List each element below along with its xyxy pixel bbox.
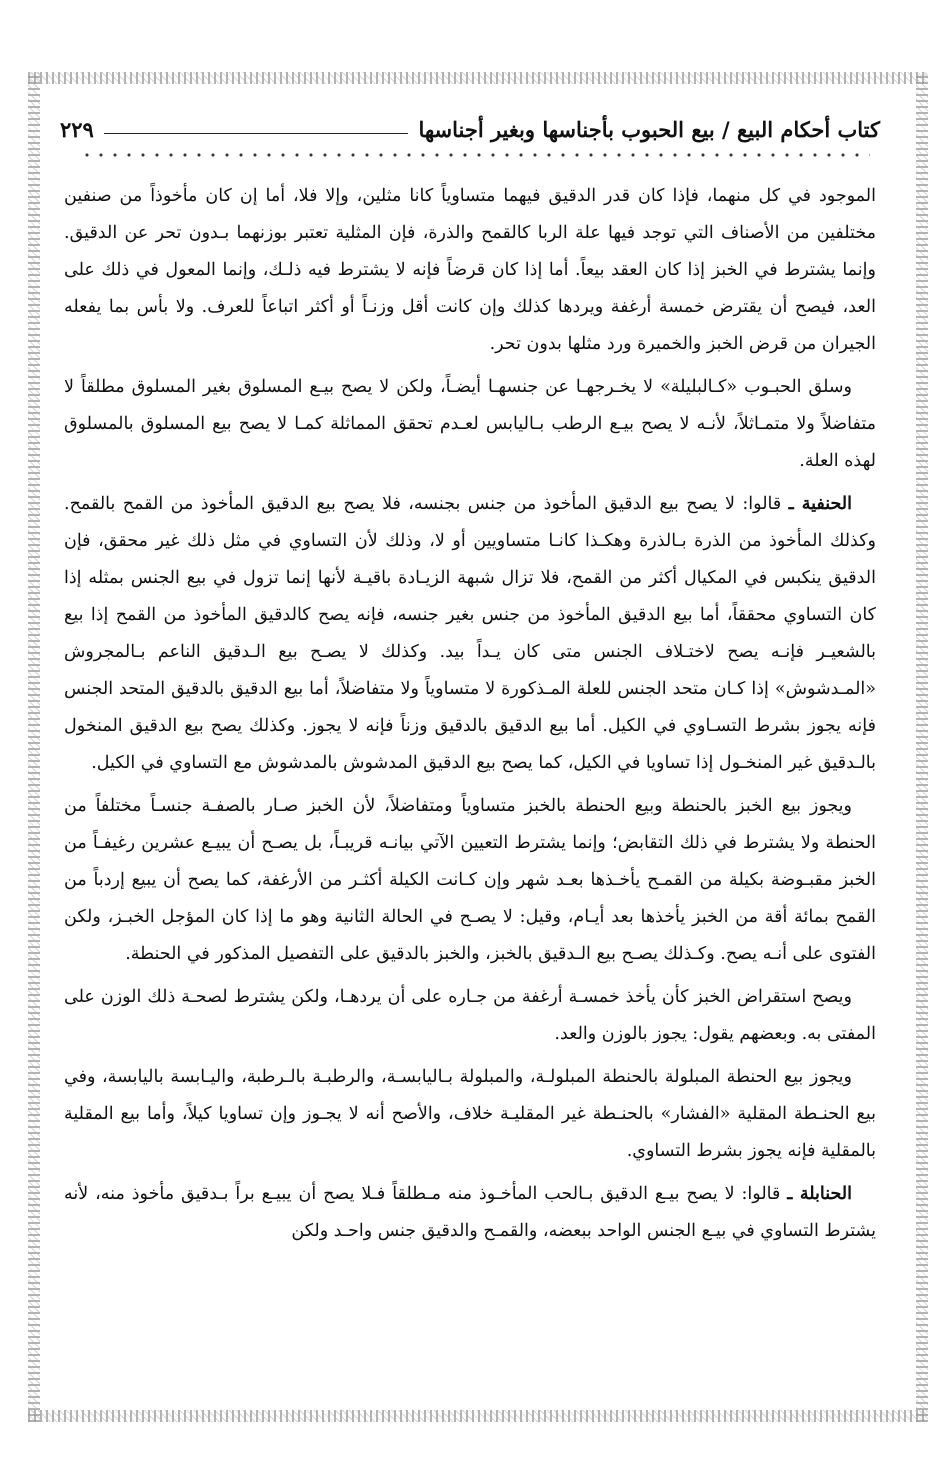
page-body — [64, 178, 876, 1378]
paragraph-text: ويجوز بيع الخبز بالحنطة وبيع الحنطة بالخبز متساوياً ومتفاضلاً، لأن الخبز صـار بالصفـة جنسـاً مختلفاً من الحنطة ولا يشترط في ذلك التقابض؛ وإنما يشترط التعيين الآتي بيانـه قريبـاً، بل يصـح أن يبيـع عشرين رغيفـاً من الخبز مقبـوضة بكيلة من القمـح يأخـذها بعـد شهر وإن كـانت الكيلة أكثـر من الأرغفة، كما يصح أن يبيع إردباً من القمح بمائة أقة من الخبز يأخذها بعد أيـام، وقيل: لا يصـح في الحالة الثانية وهو ما إذا كان المؤجل الخبـز، ولكن الفتوى على أنـه يصح. وكـذلك يصـح بيع الـدقيق بالخبز، والخبز بالدقيق على التفصيل المذكور في الحنطة. — [64, 796, 876, 964]
decorative-border-top — [28, 72, 928, 84]
page-number: ٢٢٩ — [60, 116, 94, 142]
running-header — [60, 112, 880, 146]
paragraph-hanbali — [64, 1176, 876, 1250]
paragraph-text: قالوا: لا يصح بيع الدقيق المأخوذ من جنس بجنسه، فلا يصح بيع الدقيق المأخوذ من القمح بالقمح. وكذلك المأخوذ من الذرة بـالذرة وهكـذا كانـا متساويين أو لا، وذلك لأن التساوي في مثل ذلك غير محقق، فإن الدقيق ينكبس في المكيال أكثر من القمح، فلا تزال شبهة الزيـادة باقيـة لأنها إنما تزول في بيع الجنس بمثله إذا كان التساوي محققاً، أما بيع الدقيق المأخوذ من جنس بغير جنسه، فإنه يصح كالدقيق المأخوذ من القمح إذا بيع بالشعيـر فإنـه يصح لاختـلاف الجنس متى كان يـداً بيد. وكذلك لا يصـح بيع الـدقيق الناعم بـالمجروش «المـدشوش» إذا كـان متحد الجنس للعلة المـذكورة لا متساوياً ولا متفاضلاً، أما بيع الدقيق بالدقيق المتحد الجنس فإنه يجوز بشرط التسـاوي في الكيل. أما بيع الدقيق بالدقيق وزناً فإنه لا يجوز. وكذلك يصح بيع الدقيق المنخول بالـدقيق غير المنخـول إذا تساويا في الكيل، كما يصح بيع الدقيق المدشوش بالمدشوش مع التساوي في الكيل. — [64, 494, 877, 773]
paragraph-text: قالوا: لا يصح بيـع الدقيق بـالحب المأخـوذ منه مـطلقاً فـلا يصح أن يبيـع براً بـدقيق مأخوذ منه، لأنه يشترط التساوي في بيـع الجنس الواحد ببعضه، والقمـح والدقيق جنس واحـد ولكن — [64, 1184, 876, 1241]
paragraph-text: وسلق الحبـوب «كـالبليلة» لا يخـرجهـا عن جنسهـا أيضـاً، ولكن لا يصح بيـع المسلوق بغير المسلوق مطلقاً لا متفاضلاً ولا متمـاثلاً، لأنـه لا يصح بيـع الرطب بـاليابس لعـدم تحقق المماثلة كمـا لا يصح بيع المسلوق بالمسلوق لهذه العلة. — [64, 377, 876, 471]
header-title: كتاب أحكام البيع / بيع الحبوب بأجناسها وبغير أجناسها — [418, 116, 880, 142]
school-heading: الحنابلة ـ — [787, 1184, 852, 1204]
paragraph — [64, 178, 876, 363]
paragraph-hanafi — [64, 486, 876, 782]
decorative-border-right — [916, 72, 928, 1422]
paragraph — [64, 788, 876, 973]
decorative-border-left — [28, 72, 40, 1422]
paragraph — [64, 979, 876, 1053]
paragraph-text: ويجوز بيع الحنطة المبلولة بالحنطة المبلولـة، والمبلولة بـاليابسـة، والرطبـة بالـرطبة، واليـابسة باليابسة، وفي بيع الحنـطة المقلية «الفشار» بالحنـطة غير المقليـة خلاف، والأصح أنه لا يجـوز وإن تساويا كيلاً، وأما بيع المقلية بالمقلية فإنه يجوز بشرط التساوي. — [64, 1067, 876, 1161]
school-heading: الحنفية ـ — [788, 494, 853, 514]
paragraph-text: الموجود في كل منهما، فإذا كان قدر الدقيق فيهما متساوياً كانا مثلين، وإلا فلا، أما إن كان مأخوذاً من صنفين مختلفين من الأصناف التي توجد فيها علة الربا كالقمح والذرة، فإن المثلية تعتبر بوزنهما بـدون تحر عن الدقيق. وإنما يشترط في الخبز إذا كان العقد بيعاً. أما إذا كان قرضاً فإنه لا يشترط فيه ذلـك، وإنما المعول في ذلك على العد، فيصح أن يقترض خمسة أرغفة ويردها كذلك وإن كانت أقل وزنـاً أو أكثر اتباعاً للعرف. ولا بأس بما يفعله الجيران من قرض الخبز والخميرة ورد مثلها بدون تحر. — [64, 186, 876, 354]
paragraph — [64, 1059, 876, 1170]
header-dotted-divider — [80, 150, 870, 160]
paragraph — [64, 369, 876, 480]
paragraph-text: ويصح استقراض الخبز كأن يأخذ خمسـة أرغفة من جـاره على أن يردهـا، ولكن يشترط لصحـة ذلك الوزن على المفتى به. وبعضهم يقول: يجوز بالوزن والعد. — [64, 987, 876, 1044]
header-rule — [104, 133, 409, 134]
decorative-border-bottom — [28, 1410, 928, 1422]
